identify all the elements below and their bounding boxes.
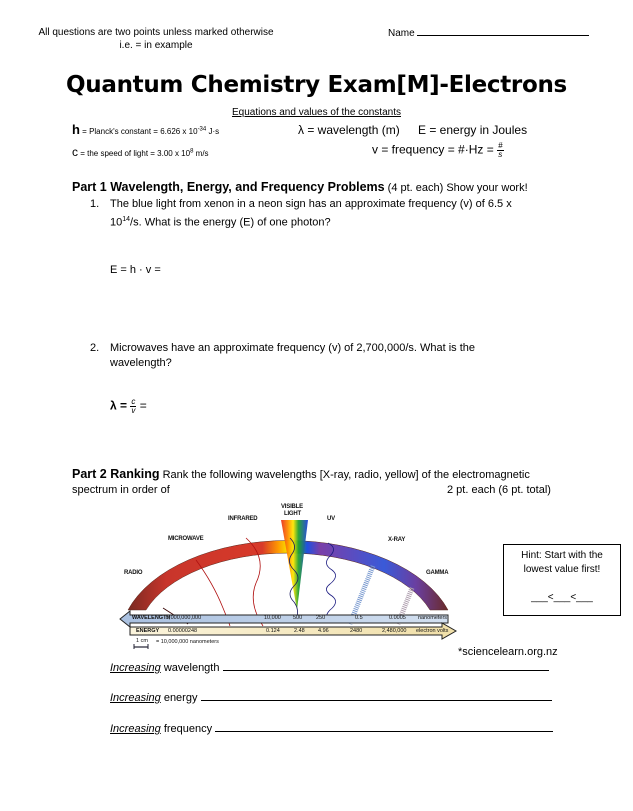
part1-heading	[72, 180, 528, 196]
q2-answer-area[interactable]	[160, 395, 560, 450]
energy-value: 0.00000248	[168, 628, 198, 634]
frequency-definition	[372, 142, 504, 159]
q1-exponent: 14	[122, 216, 131, 223]
q2-formula	[110, 398, 147, 415]
hint-blanks: ___<___<___	[531, 592, 593, 603]
wavelength-value: 5,000,000,000	[166, 615, 202, 621]
frac-denominator: s	[498, 150, 503, 159]
question-1-text	[110, 197, 570, 231]
c-unit: m/s	[193, 149, 209, 158]
q1-line-2	[110, 212, 570, 231]
energy-value: 2,480,000	[382, 628, 407, 634]
part2-heading	[72, 467, 530, 483]
instructions-line-1: All questions are two points unless marked otherwise	[38, 27, 274, 38]
part1-instructions: (4 pt. each) Show your work!	[384, 182, 528, 194]
name-label: Name	[388, 28, 415, 39]
em-spectrum-diagram	[118, 498, 463, 650]
part2-line2-left: spectrum in order of	[72, 484, 170, 496]
wavelength-unit: nanometers	[418, 615, 448, 621]
c-exponent: 8	[190, 148, 194, 155]
hint-line-2: lowest value first!	[523, 564, 601, 575]
h-text: = Planck's constant = 6.626 x 10	[79, 127, 198, 136]
q1-line-1: The blue light from xenon in a neon sign has an approximate frequency (v) of 6.5 x	[110, 198, 512, 210]
page-title: Quantum Chemistry Exam[M]-Electrons	[66, 72, 567, 98]
part2-instructions: Rank the following wavelengths [X-ray, radio, yellow] of the electromagnetic	[159, 469, 530, 481]
part1-title: Part 1 Wavelength, Energy, and Frequency Problems	[72, 180, 385, 194]
band-label-microwave: MICROWAVE	[168, 536, 204, 542]
q1-answer-area[interactable]	[160, 258, 560, 318]
c-text: = the speed of light = 3.00 x 10	[78, 149, 191, 158]
name-input-line[interactable]	[417, 35, 589, 36]
speed-of-light	[72, 145, 209, 159]
part2-points: 2 pt. each (6 pt. total)	[447, 484, 551, 496]
frequency-answer-line[interactable]	[215, 731, 553, 732]
increasing-label: Increasing	[110, 723, 161, 735]
question-1-number: 1.	[90, 198, 100, 210]
ranking-label: energy	[160, 692, 198, 704]
h-exponent: -34	[197, 126, 207, 133]
q2-line-2: wavelength?	[110, 357, 172, 369]
h-unit: J·s	[206, 127, 220, 136]
q1-question: /s. What is the energy (E) of one photon?	[130, 216, 331, 229]
q1-formula: E = h · v =	[110, 264, 161, 276]
band-label-radio: RADIO	[124, 570, 143, 576]
q2-line-1: Microwaves have an approximate frequency (v) of 2,700,000/s. What is the	[110, 342, 476, 354]
wavelength-value: 0.0005	[389, 615, 406, 621]
band-label-visible: VISIBLE	[281, 504, 303, 510]
hash-per-second-fraction	[497, 142, 503, 159]
source-credit: *sciencelearn.org.nz	[458, 646, 558, 658]
wavelength-value: 10,000	[264, 615, 281, 621]
name-field	[388, 27, 589, 40]
hint-line-1: Hint: Start with the	[521, 550, 603, 561]
band-label-light: LIGHT	[284, 511, 301, 517]
constants-heading: Equations and values of the constants	[231, 107, 401, 118]
ranking-label: frequency	[160, 723, 213, 735]
energy-answer-line[interactable]	[201, 700, 552, 701]
increasing-label: Increasing	[110, 662, 161, 674]
planck-constant	[72, 122, 219, 137]
band-label-xray: X-RAY	[388, 537, 406, 543]
instructions-line-2: i.e. = in example	[119, 40, 193, 51]
energy-value: 4.96	[318, 628, 329, 634]
instructions-note	[26, 26, 286, 52]
frac-numerator: c	[131, 397, 136, 406]
q1-base: 10	[110, 216, 123, 229]
lambda-equals: λ =	[110, 398, 131, 413]
energy-value: 0.124	[266, 628, 280, 634]
energy-axis-label: ENERGY	[136, 628, 160, 634]
lambda-definition: λ = wavelength (m)	[298, 123, 400, 137]
h-symbol: h	[72, 122, 80, 137]
band-label-gamma: GAMMA	[426, 570, 449, 576]
question-2-number: 2.	[90, 342, 100, 354]
scale-value: = 10,000,000 nanometers	[156, 639, 219, 645]
frac-numerator: #	[498, 141, 503, 150]
increasing-label: Increasing	[110, 692, 161, 704]
ranking-row-energy	[110, 692, 552, 704]
energy-value: 2.48	[294, 628, 305, 634]
frequency-text: v = frequency = #·Hz =	[372, 142, 498, 157]
wavelength-axis-label: WAVELENGTH	[132, 615, 171, 621]
band-label-uv: UV	[327, 516, 335, 522]
wavelength-value: 500	[293, 615, 303, 621]
scale-label: 1 cm	[136, 638, 148, 644]
ranking-row-frequency	[110, 723, 553, 735]
wavelength-value: 250	[316, 615, 326, 621]
energy-value: 2480	[350, 628, 363, 634]
frac-denominator: v	[131, 406, 136, 415]
ranking-row-wavelength	[110, 662, 549, 674]
hint-box	[503, 544, 621, 616]
equals-sign: =	[136, 398, 147, 413]
energy-unit: electron volts	[416, 628, 449, 634]
ranking-label: wavelength	[160, 662, 220, 674]
wavelength-answer-line[interactable]	[223, 670, 549, 671]
energy-definition: E = energy in Joules	[418, 123, 528, 137]
part2-title: Part 2 Ranking	[72, 467, 160, 481]
c-symbol: c	[72, 145, 78, 159]
wavelength-value: 0.5	[355, 615, 363, 621]
band-label-infrared: INFRARED	[228, 516, 258, 522]
question-2-text	[110, 341, 570, 371]
